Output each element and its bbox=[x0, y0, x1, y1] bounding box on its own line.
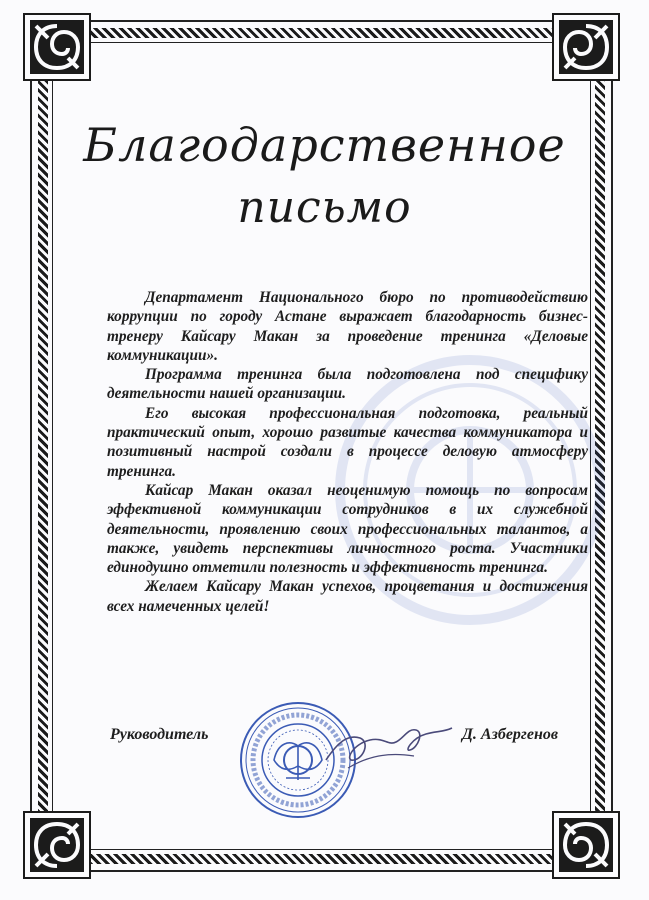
ornamental-corner-icon bbox=[22, 810, 92, 880]
body-paragraph: Кайсар Макан оказал неоценимую помощь по вопросам эффективной коммуникации сотрудников в их служебной деятельности, проявлению своих профессиональных талантов, а также, увидеть перспективы личностного роста. Участники единодушно отметили полезность и эффективность тренинга. bbox=[107, 481, 588, 577]
handwritten-signature-icon bbox=[318, 712, 458, 782]
ornamental-corner-icon bbox=[551, 12, 621, 82]
letter-body bbox=[107, 288, 588, 616]
body-paragraph: Желаем Кайсару Макан успехов, процветания и достижения всех намеченных целей! bbox=[107, 578, 588, 615]
body-paragraph: Программа тренинга была подготовлена под специфику деятельности нашей организации. bbox=[107, 366, 588, 403]
letter-title-line-2: письмо bbox=[237, 182, 412, 233]
signatory-name: Д. Азбергенов bbox=[462, 726, 558, 743]
ornamental-corner-icon bbox=[22, 12, 92, 82]
ornamental-corner-icon bbox=[551, 810, 621, 880]
body-paragraph: Его высокая профессиональная подготовка, реальный практический опыт, хорошо развитые качества коммуникатора и позитивный настрой создали в процессе деловую атмосферу тренинга. bbox=[107, 404, 588, 480]
signatory-position: Руководитель bbox=[110, 726, 209, 743]
body-paragraph: Департамент Национального бюро по противодействию коррупции по городу Астане выражает благодарность бизнес-тренеру Кайсару Макан за проведение тренинга «Деловые коммуникации». bbox=[107, 289, 588, 364]
letter-title-line-1: Благодарственное bbox=[83, 118, 566, 172]
